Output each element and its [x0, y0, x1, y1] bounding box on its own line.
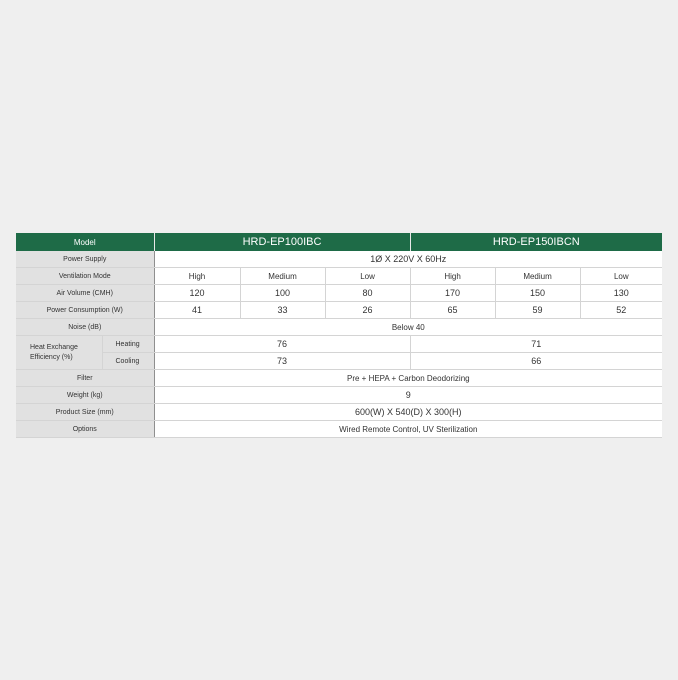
- weight-row: [16, 387, 662, 404]
- model-name-2: HRD-EP150IBCN: [410, 233, 662, 251]
- ventilation-mode-cell: High: [410, 268, 495, 285]
- power-consumption-row: [16, 302, 662, 319]
- power-consumption-cell: 41: [154, 302, 240, 319]
- power-consumption-cell: 52: [580, 302, 662, 319]
- heating-row: [16, 336, 662, 353]
- power-consumption-cell: 26: [325, 302, 410, 319]
- ventilation-mode-cell: Low: [580, 268, 662, 285]
- power-supply-row: [16, 251, 662, 268]
- air-volume-cell: 80: [325, 285, 410, 302]
- product-size-row: [16, 404, 662, 421]
- power-consumption-cell: 59: [495, 302, 580, 319]
- power-supply-label: Power Supply: [16, 251, 154, 268]
- heat-exchange-label: Heat Exchange Efficiency (%): [16, 336, 102, 370]
- weight-label: Weight (kg): [16, 387, 154, 404]
- cooling-value-1: 73: [154, 353, 410, 370]
- filter-row: [16, 370, 662, 387]
- spec-table: [16, 233, 662, 438]
- options-row: [16, 421, 662, 438]
- noise-label: Noise (dB): [16, 319, 154, 336]
- heating-label: Heating: [102, 336, 154, 353]
- air-volume-cell: 120: [154, 285, 240, 302]
- air-volume-cell: 170: [410, 285, 495, 302]
- air-volume-cell: 150: [495, 285, 580, 302]
- filter-label: Filter: [16, 370, 154, 387]
- ventilation-mode-cell: Low: [325, 268, 410, 285]
- model-name-1: HRD-EP100IBC: [154, 233, 410, 251]
- power-consumption-label: Power Consumption (W): [16, 302, 154, 319]
- air-volume-label: Air Volume (CMH): [16, 285, 154, 302]
- options-value: Wired Remote Control, UV Sterilization: [154, 421, 662, 438]
- ventilation-mode-label: Ventilation Mode: [16, 268, 154, 285]
- noise-value: Below 40: [154, 319, 662, 336]
- options-label: Options: [16, 421, 154, 438]
- filter-value: Pre + HEPA + Carbon Deodorizing: [154, 370, 662, 387]
- heating-value-1: 76: [154, 336, 410, 353]
- cooling-value-2: 66: [410, 353, 662, 370]
- ventilation-mode-cell: Medium: [240, 268, 325, 285]
- weight-value: 9: [154, 387, 662, 404]
- product-size-value: 600(W) X 540(D) X 300(H): [154, 404, 662, 421]
- product-size-label: Product Size (mm): [16, 404, 154, 421]
- ventilation-mode-cell: Medium: [495, 268, 580, 285]
- noise-row: [16, 319, 662, 336]
- air-volume-row: [16, 285, 662, 302]
- ventilation-mode-cell: High: [154, 268, 240, 285]
- air-volume-cell: 100: [240, 285, 325, 302]
- model-label: Model: [16, 233, 154, 251]
- power-consumption-cell: 33: [240, 302, 325, 319]
- heating-value-2: 71: [410, 336, 662, 353]
- cooling-row: [16, 353, 662, 370]
- ventilation-mode-row: [16, 268, 662, 285]
- power-supply-value: 1Ø X 220V X 60Hz: [154, 251, 662, 268]
- header-row: [16, 233, 662, 251]
- power-consumption-cell: 65: [410, 302, 495, 319]
- air-volume-cell: 130: [580, 285, 662, 302]
- cooling-label: Cooling: [102, 353, 154, 370]
